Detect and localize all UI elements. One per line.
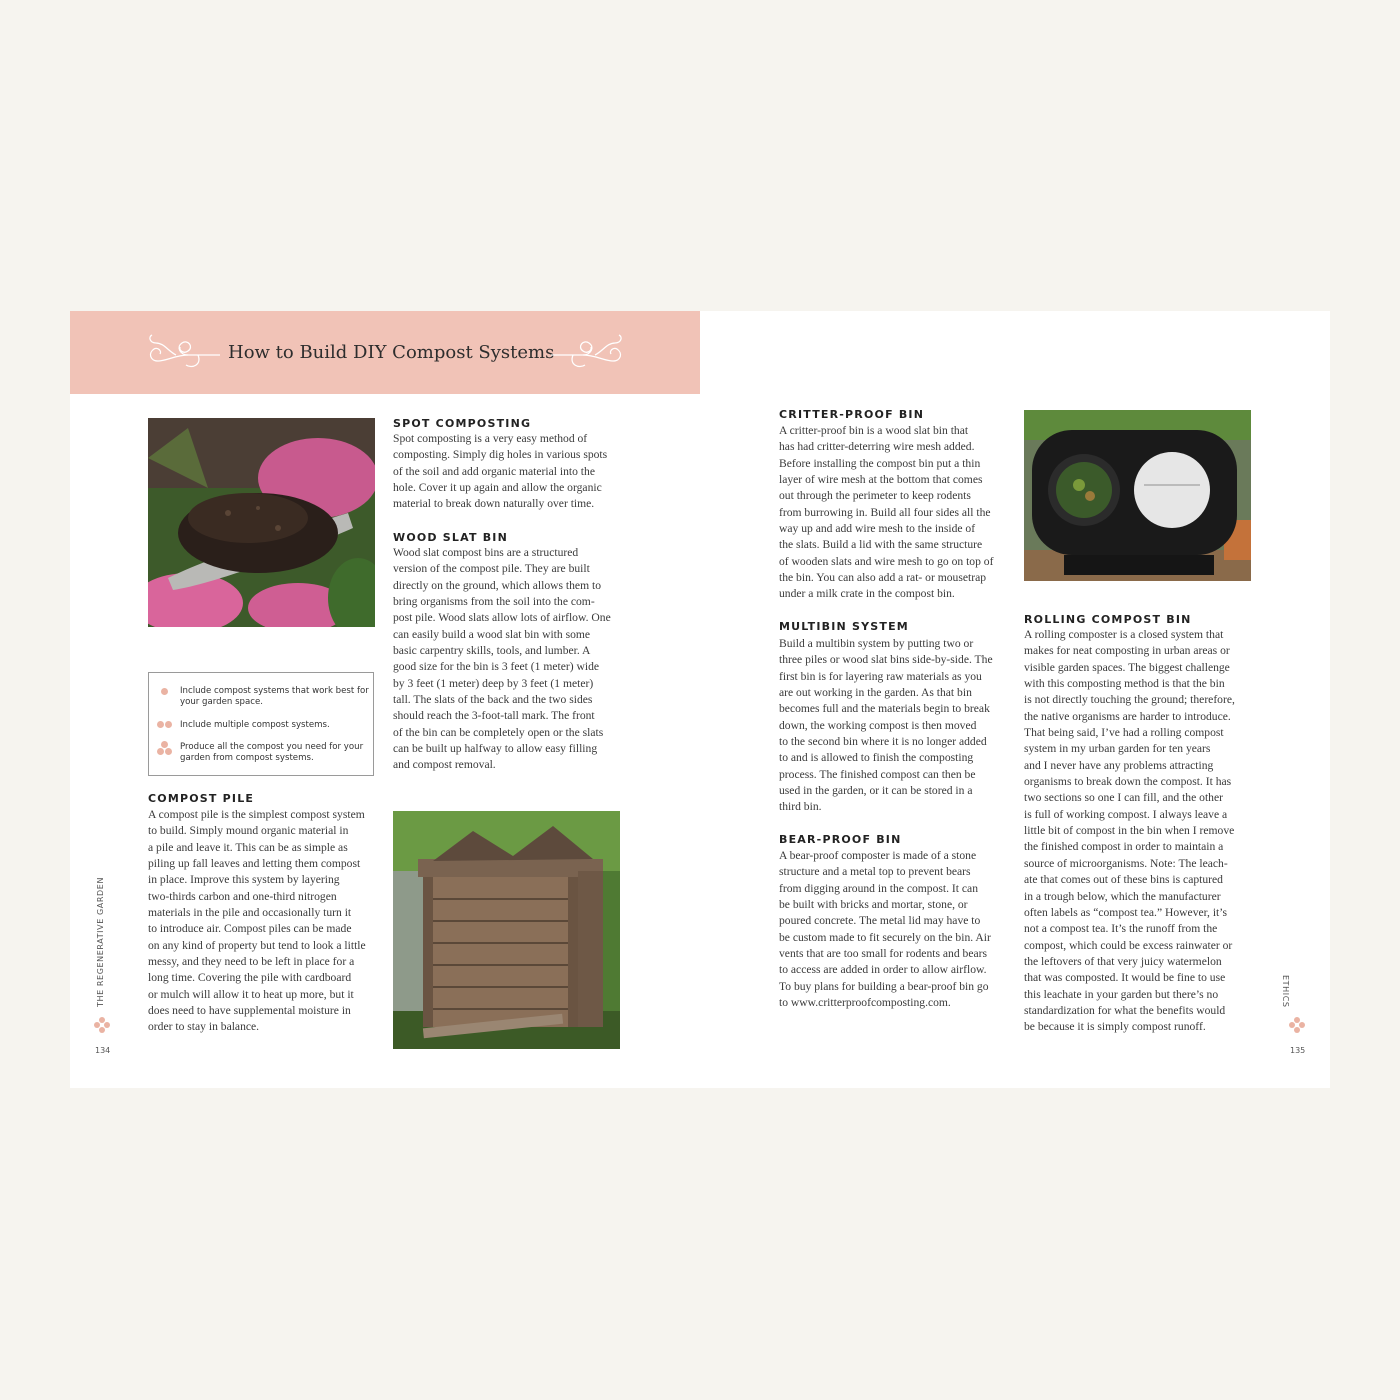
text-line: the finished compost in order to maintain a — [1024, 840, 1224, 854]
text-line: two sections so one I can fill, and the other — [1024, 791, 1223, 805]
text-line: system in my urban garden for ten years — [1024, 742, 1211, 756]
text-line: not a compost tea. It’s the runoff from the — [1024, 922, 1218, 936]
compost-pile-body — [148, 807, 366, 1036]
text-line: that was composted. It would be fine to use — [1024, 971, 1226, 985]
text-line: Wood slat compost bins are a structured — [393, 546, 579, 559]
text-line: little bit of compost in the bin when I remove — [1024, 824, 1235, 838]
text-line: post pile. Wood slats allow lots of airflow. One — [393, 611, 611, 625]
text-line: layer of wire mesh at the bottom that comes — [779, 473, 983, 487]
text-line: basic carpentry skills, tools, and lumber. A — [393, 644, 591, 658]
left-page-number: 134 — [95, 1046, 111, 1055]
text-line: materials in the pile and occasionally turn it — [148, 906, 352, 920]
text-line: way up and add wire mesh to the inside of — [779, 522, 976, 536]
text-line: to the second bin where it is no longer added — [779, 735, 987, 749]
text-line: To buy plans for building a bear-proof bin go — [779, 979, 989, 993]
text-line: vents that are too small for rodents and bears — [779, 947, 987, 961]
left-running-head: THE REGENERATIVE GARDEN — [96, 876, 105, 1007]
text-line: can easily build a wood slat bin with some — [393, 627, 591, 641]
text-line: or mulch will allow it to heat up more, but it — [148, 987, 354, 1001]
text-line: of the soil and add organic material into the — [393, 464, 595, 478]
text-line: be custom made to fit securely on the bin. Air — [779, 930, 991, 944]
text-line: down, the working compost is then moved — [779, 718, 977, 732]
compost-pile-heading: COMPOST PILE — [148, 792, 255, 805]
text-line: A compost pile is the simplest compost system — [148, 808, 365, 821]
text-line: and I never have any problems attracting — [1024, 758, 1214, 772]
text-line: long time. Covering the pile with cardboard — [148, 971, 352, 985]
text-line: A bear-proof composter is made of a stone — [779, 849, 977, 862]
spot-composting-heading: SPOT COMPOSTING — [393, 417, 532, 430]
text-line: Before installing the compost bin put a thin — [779, 456, 981, 470]
right-flourish-icon — [550, 329, 625, 373]
text-line: the leftovers of that very juicy watermelon — [1024, 954, 1222, 968]
text-line: to and is allowed to finish the composting — [779, 751, 974, 765]
text-line: first bin is for layering raw materials as you — [779, 669, 982, 683]
text-line: poured concrete. The metal lid may have to — [779, 914, 981, 928]
text-line: bring organisms from the soil into the com- — [393, 595, 595, 609]
text-line: the bin. You can also add a rat- or mousetrap — [779, 571, 987, 585]
text-line: and compost removal. — [393, 758, 496, 772]
text-line: directly on the ground, which allows them to — [393, 578, 602, 592]
bear-proof-bin-body — [779, 848, 991, 1011]
flower-icon — [93, 1016, 111, 1034]
text-line: makes for neat composting in urban areas or — [1024, 644, 1230, 658]
text-line: be built with bricks and mortar, stone, or — [779, 898, 968, 912]
text-line: third bin. — [779, 800, 822, 814]
text-line: does need to have supplemental moisture in — [148, 1004, 351, 1018]
text-line: three piles or wood slat bins side-by-side. The — [779, 653, 993, 667]
text-line: the native organisms are harder to introduce. — [1024, 709, 1231, 723]
text-line: used in the garden, or it can be stored in a — [779, 784, 973, 798]
rolling-compost-bin-body — [1024, 627, 1235, 1036]
text-line: to introduce air. Compost piles can be made — [148, 922, 352, 936]
right-page-number: 135 — [1290, 1046, 1306, 1055]
text-line: process. The finished compost can then be — [779, 767, 976, 781]
wood-slat-bin-body — [393, 545, 611, 774]
text-line: with this composting method is that the bin — [1024, 677, 1225, 691]
text-line: from burrowing in. Build all four sides all the — [779, 505, 991, 519]
text-line: often labels as “compost tea.” However, it’s — [1024, 905, 1228, 919]
text-line: in place. Improve this system by layering — [148, 873, 340, 887]
text-line: tall. The slats of the back and the two sides — [393, 693, 593, 707]
text-line: this leachate in your garden but there’s no — [1024, 987, 1219, 1001]
text-line: a pile and leave it. This can be as simple as — [148, 840, 348, 854]
left-flourish-icon — [146, 329, 221, 373]
text-line: to access are added in order to allow airflow. — [779, 963, 987, 977]
text-line: are out working in the garden. As that bin — [779, 686, 972, 700]
text-line: of the bin can be completely open or the slats — [393, 725, 604, 739]
compost-scoop-photo — [148, 418, 375, 627]
text-line: ate that comes out of these bins is captured — [1024, 873, 1223, 887]
spot-composting-body — [393, 431, 607, 513]
text-line: That being said, I’ve had a rolling compost — [1024, 726, 1224, 740]
wood-slat-bin-photo — [393, 811, 620, 1049]
text-line: becomes full and the materials begin to break — [779, 702, 990, 716]
text-line: A rolling composter is a closed system that — [1024, 628, 1224, 641]
text-line: in a trough below, which the manufacturer — [1024, 889, 1221, 903]
text-line: of wooden slats and wire mesh to go on top of — [779, 554, 994, 568]
text-line: Spot composting is a very easy method of — [393, 432, 588, 445]
text-line: has had critter-deterring wire mesh added. — [779, 440, 975, 454]
critter-proof-bin-heading: CRITTER-PROOF BIN — [779, 408, 925, 421]
rolling-compost-bin-heading: ROLLING COMPOST BIN — [1024, 613, 1192, 626]
text-line: from digging around in the compost. It can — [779, 881, 978, 895]
right-running-head: ETHICS — [1281, 975, 1290, 1008]
text-line: on any kind of property but tend to look a little — [148, 938, 366, 952]
text-line: order to stay in balance. — [148, 1020, 260, 1034]
text-line: out through the perimeter to keep rodents — [779, 489, 971, 503]
text-line: under a milk crate in the compost bin. — [779, 587, 955, 601]
bear-proof-bin-heading: BEAR-PROOF BIN — [779, 833, 902, 846]
text-line: the slats. Build a lid with the same structure — [779, 538, 983, 552]
text-line: Build a multibin system by putting two or — [779, 637, 974, 650]
text-line: organisms to break down the compost. It has — [1024, 775, 1232, 789]
multibin-system-body — [779, 636, 993, 816]
text-line: good size for the bin is 3 feet (1 meter) wide — [393, 660, 600, 674]
rolling-compost-bin-photo — [1024, 410, 1251, 581]
text-line: to build. Simply mound organic material in — [148, 824, 349, 838]
text-line: source of microorganisms. Note: The leach- — [1024, 856, 1228, 870]
text-line: by 3 feet (1 meter) deep by 3 feet (1 meter) — [393, 676, 594, 690]
text-line: visible garden spaces. The biggest challenge — [1024, 660, 1230, 674]
book-spread — [70, 311, 1330, 1088]
goals-legend-box: Include compost systems that work best for your garden space. Include multiple compost systems. Produce all the compost you need for your garden from compost systems. — [148, 672, 374, 776]
text-line: is not directly touching the ground; therefore, — [1024, 693, 1235, 707]
text-line: A critter-proof bin is a wood slat bin that — [779, 424, 969, 437]
text-line: can be built up halfway to allow easy filling — [393, 742, 598, 756]
critter-proof-bin-body — [779, 423, 993, 603]
text-line: structure and a metal top to prevent bears — [779, 865, 971, 879]
flower-icon — [1288, 1016, 1306, 1034]
text-line: version of the compost pile. They are built — [393, 562, 590, 576]
page-title: How to Build DIY Compost Systems — [228, 342, 555, 363]
text-line: compost, which could be excess rainwater or — [1024, 938, 1233, 952]
text-line: is full of working compost. I always leave a — [1024, 807, 1228, 821]
text-line: messy, and they need to be left in place for a — [148, 955, 355, 969]
text-line: standardization for what the benefits would — [1024, 1003, 1226, 1017]
multibin-system-heading: MULTIBIN SYSTEM — [779, 620, 909, 633]
text-line: to www.critterproofcomposting.com. — [779, 996, 951, 1010]
text-line: be because it is simply compost runoff. — [1024, 1020, 1206, 1034]
wood-slat-bin-heading: WOOD SLAT BIN — [393, 531, 509, 544]
text-line: hole. Cover it up again and allow the organic — [393, 481, 602, 495]
title-banner — [70, 311, 700, 394]
text-line: material to break down naturally over time. — [393, 497, 595, 511]
text-line: piling up fall leaves and letting them compost — [148, 857, 361, 871]
text-line: should reach the 3-foot-tall mark. The front — [393, 709, 595, 723]
text-line: two-thirds carbon and one-third nitrogen — [148, 889, 337, 903]
text-line: composting. Simply dig holes in various spots — [393, 448, 608, 462]
